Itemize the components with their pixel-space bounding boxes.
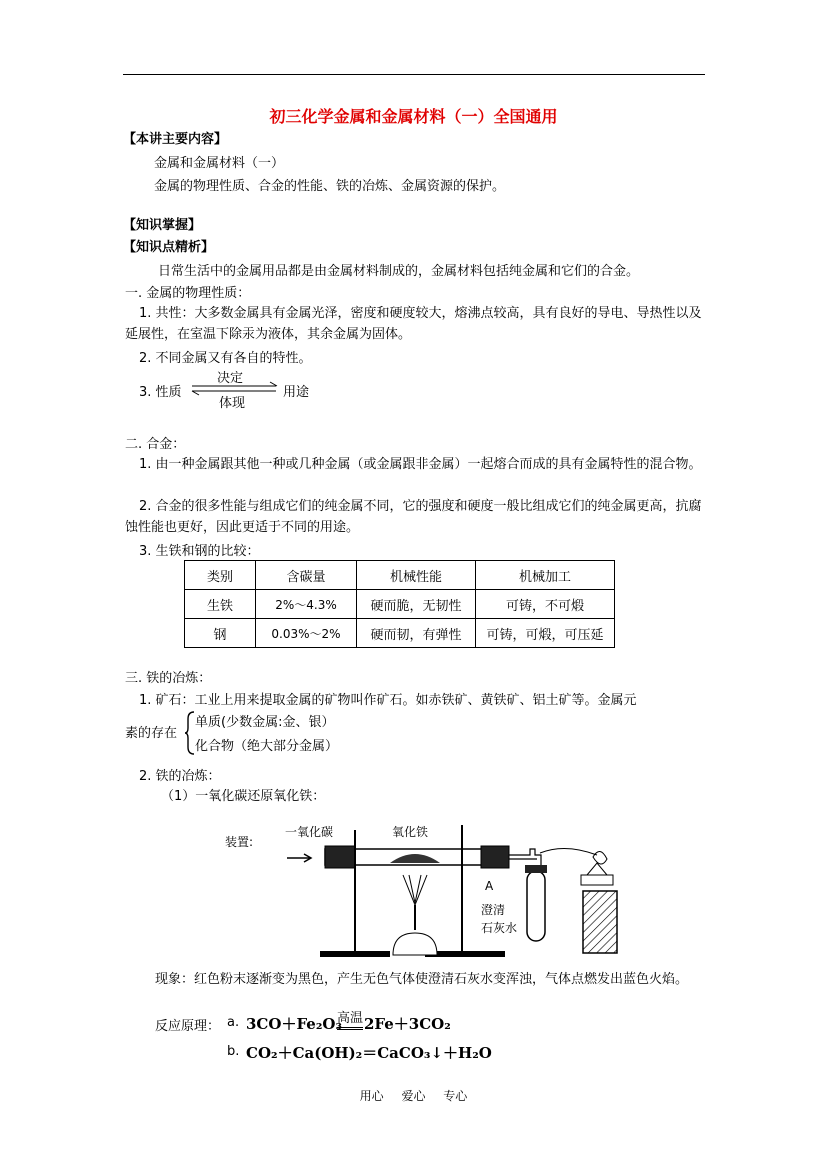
table-row xyxy=(185,590,615,619)
intro-text: 日常生活中的金属用品都是由金属材料制成的，金属材料包括纯金属和它们的合金。 xyxy=(158,264,640,279)
table-cell: 0.03%～2% xyxy=(256,619,357,648)
brace-top-text: 单质(少数金属:金、银） xyxy=(195,715,335,730)
iron-steel-table xyxy=(184,560,615,648)
reaction-a-left: 3CO＋Fe₂O₃ xyxy=(246,1015,343,1033)
observation-text: 现象：红色粉末逐渐变为黑色，产生无色气体使澄清石灰水变浑浊，气体点燃发出蓝色火焰。 xyxy=(155,972,689,987)
reaction-a-prefix: a. xyxy=(227,1015,240,1030)
table-header-cell: 含碳量 xyxy=(256,561,357,590)
knowledge-heading: 【知识掌握】 xyxy=(123,218,202,233)
part2-item2: 2. 合金的很多性能与组成它们的纯金属不同，它的强度和硬度一般比组成它们的纯金属更高，抗腐蚀性能也更好，因此更适于不同的用途。 xyxy=(125,499,702,535)
table-cell: 硬而韧，有弹性 xyxy=(357,619,476,648)
table-cell: 可铸，可煅，可压延 xyxy=(476,619,615,648)
page-title: 初三化学金属和金属材料（一）全国通用 xyxy=(269,107,558,126)
part1-item3-suffix: 用途 xyxy=(283,385,310,400)
analysis-heading: 【知识点精析】 xyxy=(123,240,215,255)
part2-heading: 二. 合金： xyxy=(125,437,186,452)
arrow-bottom-label: 体现 xyxy=(219,396,246,411)
main-content-line2: 金属的物理性质、合金的性能、铁的冶炼、金属资源的保护。 xyxy=(154,179,506,194)
part3-heading: 三. 铁的冶炼： xyxy=(125,671,212,686)
part3-sub1: （1）一氧化碳还原氧化铁： xyxy=(161,789,326,804)
label-a: A xyxy=(485,879,494,893)
table-cell: 可铸，不可煅 xyxy=(476,590,615,619)
table-cell: 钢 xyxy=(185,619,256,648)
table-cell: 2%～4.3% xyxy=(256,590,357,619)
table-cell: 生铁 xyxy=(185,590,256,619)
table-header-cell: 类别 xyxy=(185,561,256,590)
part1-item3-prefix: 3. 性质 xyxy=(139,385,182,400)
label-limewater-2: 石灰水 xyxy=(481,921,518,935)
apparatus-figure xyxy=(225,815,625,960)
header-rule xyxy=(123,74,705,75)
part1-heading: 一. 金属的物理性质： xyxy=(125,286,251,301)
label-device: 装置: xyxy=(225,835,254,849)
page-footer: 用心 爱心 专心 xyxy=(359,1089,468,1103)
label-limewater-1: 澄清 xyxy=(481,903,506,917)
label-iron-oxide: 氧化铁 xyxy=(392,825,429,839)
table-header-cell: 机械性能 xyxy=(357,561,476,590)
reaction-label: 反应原理： xyxy=(155,1019,221,1034)
part1-item2: 2. 不同金属又有各自的特性。 xyxy=(139,351,312,366)
table-cell: 硬而脆，无韧性 xyxy=(357,590,476,619)
table-row xyxy=(185,619,615,648)
part1-item1: 1. 共性：大多数金属具有金属光泽，密度和硬度较大，熔沸点较高，具有良好的导电、导热性以及延展性，在室温下除汞为液体，其余金属为固体。 xyxy=(125,306,702,342)
reaction-a-right: 2Fe＋3CO₂ xyxy=(364,1015,451,1033)
label-co: 一氧化碳 xyxy=(285,825,334,839)
brace-bottom-text: 化合物（绝大部分金属） xyxy=(195,739,339,754)
part3-item1: 1. 矿石：工业上用来提取金属的矿物叫作矿石。如赤铁矿、黄铁矿、铝土矿等。金属元 xyxy=(139,693,637,708)
part3-item2: 2. 铁的冶炼： xyxy=(139,769,221,784)
table-header-cell: 机械加工 xyxy=(476,561,615,590)
part2-item3: 3. 生铁和钢的比较： xyxy=(139,544,260,559)
part2-item1: 1. 由一种金属跟其他一种或几种金属（或金属跟非金属）一起熔合而成的具有金属特性的混合物。 xyxy=(139,457,702,472)
part3-item1-cont: 素的存在 xyxy=(125,726,178,741)
main-content-heading: 【本讲主要内容】 xyxy=(123,132,228,147)
arrow-top-label: 决定 xyxy=(217,371,244,386)
reaction-b-prefix: b. xyxy=(227,1044,240,1059)
table-header-row xyxy=(185,561,615,590)
reaction-b-equation: CO₂＋Ca(OH)₂＝CaCO₃↓＋H₂O xyxy=(246,1044,492,1062)
determine-reflect-arrows xyxy=(190,368,280,411)
reaction-a-condition: 高温 xyxy=(337,1011,363,1030)
main-content-line1: 金属和金属材料（一） xyxy=(154,156,285,171)
